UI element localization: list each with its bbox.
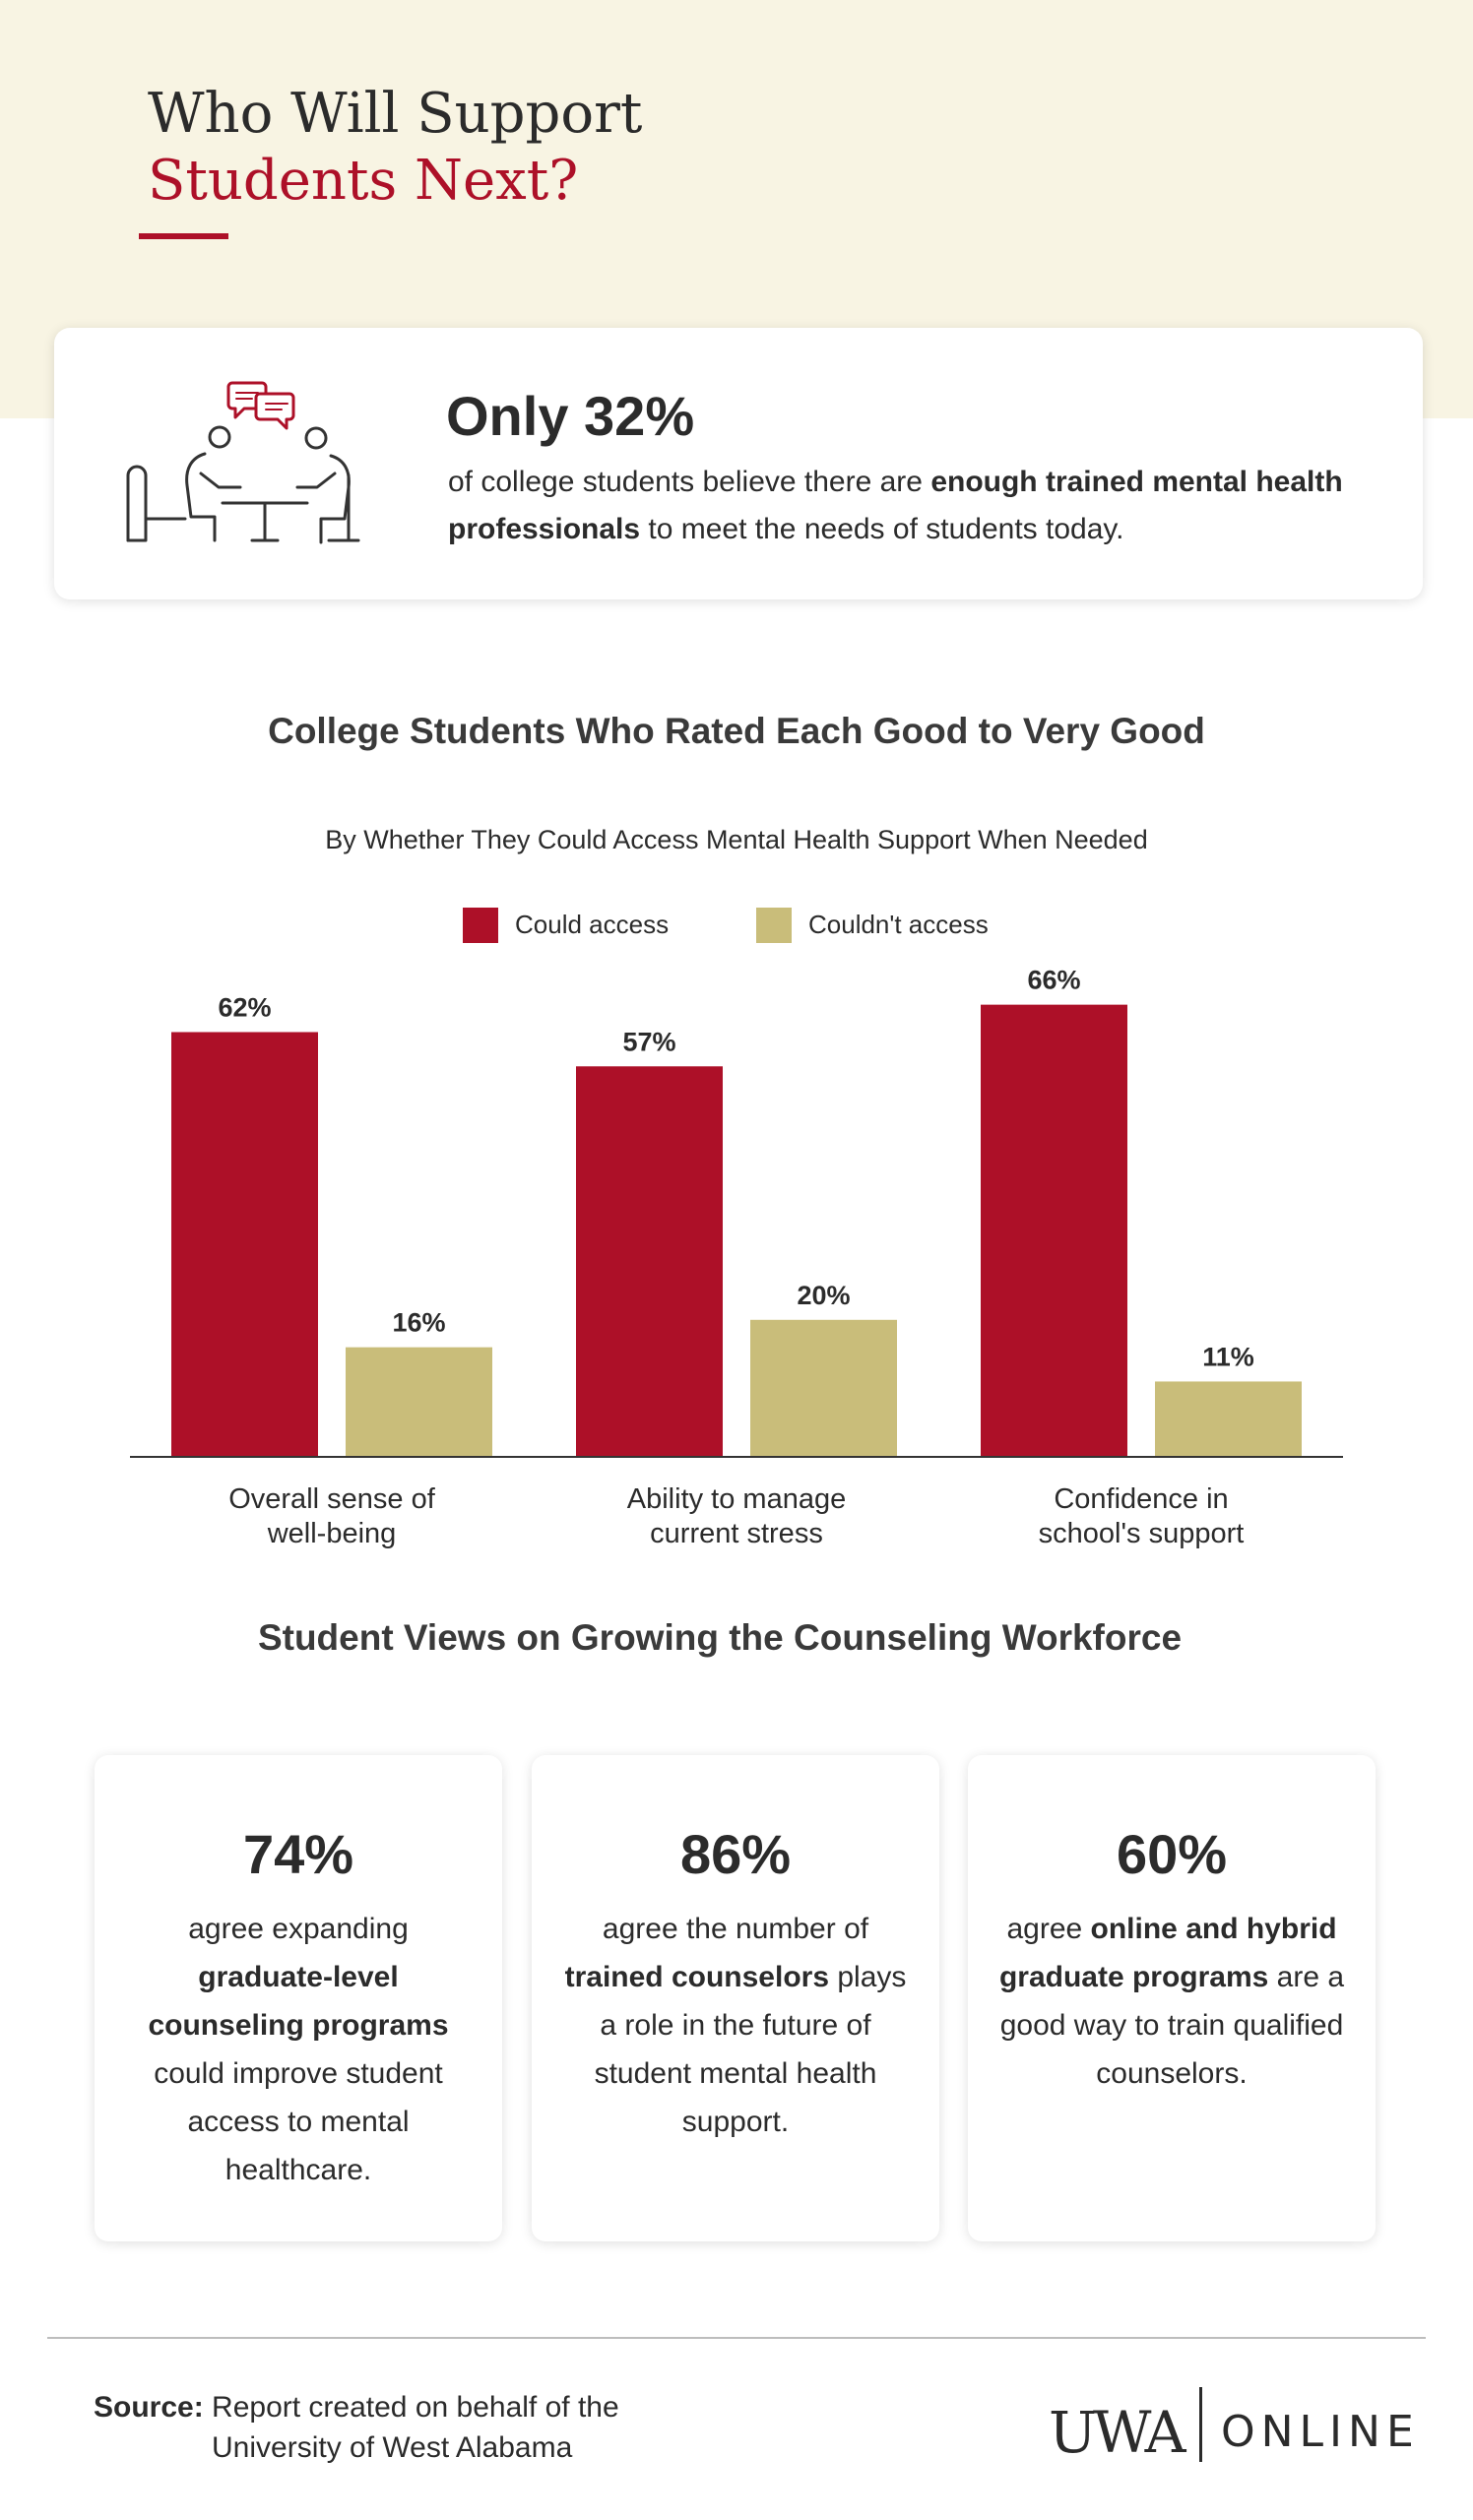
view-card-trained-counselors [532, 1755, 939, 2241]
source-line2: University of West Alabama [212, 2431, 573, 2464]
category-label: Ability to manage [626, 1483, 847, 1515]
bar-could-access-0 [171, 1032, 318, 1457]
logo-uwa-text: UWA [1049, 2399, 1183, 2466]
bar-could-access-1 [576, 1066, 723, 1457]
data-label: 20% [797, 1280, 851, 1310]
view-card-description [124, 1905, 473, 2194]
category-label: well-being [267, 1518, 397, 1549]
stat-headline: Only 32% [446, 385, 695, 447]
stat-text-after: to meet the needs of students today. [640, 513, 1124, 545]
page-title-line1: Who Will Support [148, 82, 643, 146]
view-card-text-bold: graduate-level counseling programs [148, 1961, 449, 2042]
view-card-description [561, 1905, 910, 2146]
source-line1: Report created on behalf of the [212, 2391, 619, 2424]
view-card-percent: 86% [679, 1823, 792, 1885]
bar-couldnt-access-2 [1155, 1381, 1302, 1457]
data-label: 57% [622, 1027, 676, 1057]
view-card-text-before: agree expanding [188, 1913, 409, 1945]
source-note [94, 2387, 619, 2468]
chart-subtitle: By Whether They Could Access Mental Health Support When Needed [325, 825, 1148, 854]
legend-label-could-access: Could access [515, 910, 670, 939]
title-underline [139, 233, 228, 239]
stat-text-bold: enough trained mental health professionals [448, 466, 1343, 545]
source-label: Source: [94, 2391, 204, 2424]
logo-online-text: ONLINE [1221, 2407, 1420, 2457]
data-label: 11% [1202, 1342, 1254, 1372]
footer-divider [47, 2337, 1426, 2339]
legend-swatch-couldnt-access [756, 908, 792, 943]
view-card-text-after: are a good way to train qualified counselors. [999, 1961, 1345, 2090]
view-card-description [997, 1905, 1346, 2098]
stat-text-before: of college students believe there are [448, 466, 931, 498]
data-label: 62% [218, 992, 272, 1023]
data-label: 16% [392, 1307, 446, 1338]
view-card-expanding-programs [95, 1755, 502, 2241]
page-title [148, 81, 642, 215]
bar-could-access-2 [981, 1005, 1127, 1457]
bar-couldnt-access-1 [750, 1320, 897, 1457]
views-title: Student Views on Growing the Counseling Workforce [257, 1617, 1183, 1658]
view-card-text-before: agree [1006, 1913, 1091, 1945]
view-card-percent: 74% [242, 1823, 354, 1885]
view-card-text-bold: online and hybrid graduate programs [998, 1913, 1337, 1993]
bar-chart [0, 965, 1473, 1575]
chart-title: College Students Who Rated Each Good to Very Good [268, 711, 1205, 751]
two-people-talking-icon [116, 377, 362, 554]
view-card-online-programs [968, 1755, 1376, 2241]
category-label: Overall sense of [228, 1483, 435, 1515]
view-card-text-after: could improve student access to mental healthcare. [154, 2057, 443, 2186]
data-label: 66% [1027, 965, 1081, 995]
view-card-text-bold: trained counselors [564, 1961, 830, 1993]
category-label: Confidence in [1054, 1483, 1229, 1515]
stat-description [448, 459, 1354, 553]
category-label: current stress [650, 1518, 823, 1549]
view-card-percent: 60% [1116, 1823, 1228, 1885]
page-title-line2: Students Next? [148, 149, 579, 213]
legend-swatch-could-access [463, 908, 498, 943]
category-label: school's support [1038, 1518, 1245, 1549]
bar-couldnt-access-0 [346, 1348, 492, 1457]
legend-label-couldnt-access: Couldn't access [808, 910, 989, 939]
logo-divider [1199, 2387, 1202, 2462]
view-card-text-after: plays a role in the future of student mental health support. [594, 1961, 907, 2138]
view-card-text-before: agree the number of [602, 1913, 869, 1945]
